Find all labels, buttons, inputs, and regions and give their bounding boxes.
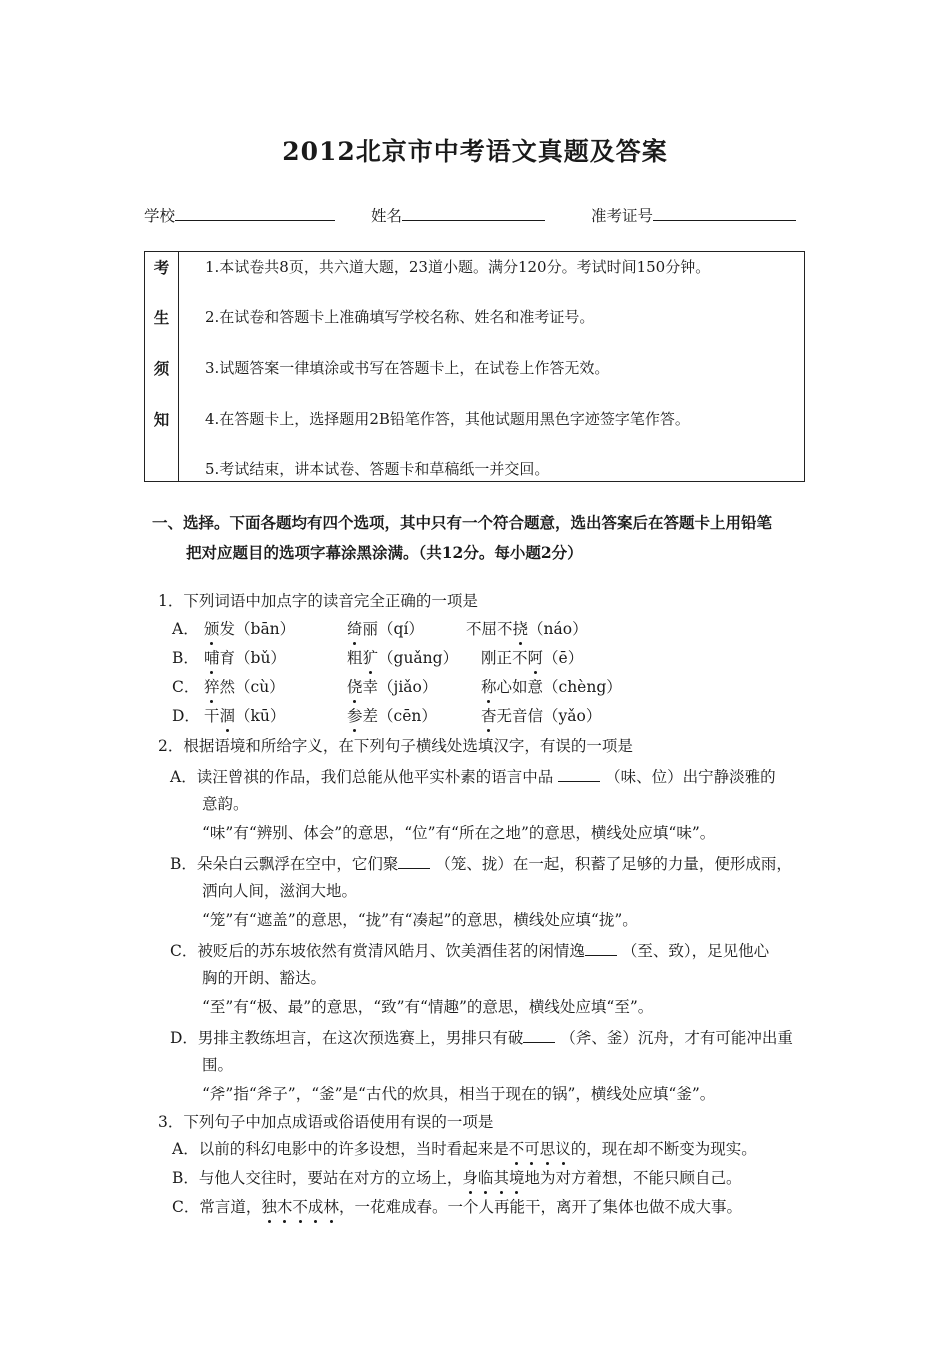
dotted-phrase: 身临其境 <box>462 1169 525 1187</box>
option-letter: D． <box>172 707 200 725</box>
option-word: 粗犷（guǎng） <box>347 649 459 667</box>
q2-option-d-line1: D．男排主教练坦言，在这次预选赛上，男排只有破 （斧、釜）沉舟，才有可能冲出重 <box>170 1025 793 1049</box>
fill-blank <box>523 1025 555 1043</box>
option-word: 绮丽（qí） <box>347 620 424 638</box>
school-label: 学校 <box>144 207 176 225</box>
dotted-char: 绮 <box>347 620 363 638</box>
notice-item: 2.在试卷和答题卡上准确填写学校名称、姓名和准考证号。 <box>205 308 595 326</box>
q2-option-d-explain: “斧”指“斧子”，“釜”是“古代的炊具，相当于现在的锅”，横线处应填“釜”。 <box>202 1085 716 1103</box>
fill-blank <box>558 764 600 782</box>
exam-id-field <box>591 203 796 227</box>
name-label: 姓名 <box>371 207 403 225</box>
option-word: 干涸（kū） <box>204 707 286 725</box>
notice-label-char: 考 <box>153 258 170 277</box>
q3-option-a: A．以前的科幻电影中的许多设想，当时看起来是不可思议的，现在却不断变为现实。 <box>172 1140 757 1158</box>
q3-option-c: C．常言道，独木不成林，一花难成春。一个人再能干，离开了集体也做不成大事。 <box>172 1198 742 1216</box>
q3-stem: 3．下列句子中加点成语或俗语使用有误的一项是 <box>158 1113 494 1131</box>
option-word: 参差（cēn） <box>347 707 437 725</box>
option-word: 刚正不阿（ē） <box>481 649 584 667</box>
q2-option-c-line2: 胸的开朗、豁达。 <box>202 969 327 987</box>
school-field <box>144 203 335 227</box>
dotted-char: 猝 <box>204 678 220 696</box>
dotted-char: 涸 <box>219 707 236 725</box>
fill-blank <box>585 938 617 956</box>
exam-id-label: 准考证号 <box>591 207 654 225</box>
dotted-char: 杳 <box>481 707 497 725</box>
dotted-char: 侥 <box>347 678 363 696</box>
exam-notice-box <box>144 251 805 482</box>
notice-item: 1.本试卷共8页，共六道大题，23道小题。满分120分。考试时间150分钟。 <box>205 258 711 276</box>
option-word: 颁发（bān） <box>204 620 296 638</box>
section-heading: 一、选择。下面各题均有四个选项，其中只有一个符合题意，选出答案后在答题卡上用铅笔 <box>152 513 773 532</box>
option-letter: B． <box>172 649 199 667</box>
notice-label-char: 生 <box>153 308 170 327</box>
option-word: 杳无音信（yǎo） <box>481 707 602 725</box>
school-blank[interactable] <box>175 203 335 221</box>
option-word: 称心如意（chèng） <box>481 678 622 696</box>
q1-stem: 1．下列词语中加点字的读音完全正确的一项是 <box>158 592 478 610</box>
dotted-char: 阿 <box>527 649 544 667</box>
q2-option-a-line1: A．读汪曾祺的作品，我们总能从他平实朴素的语言中品 （味、位）出宁静淡雅的 <box>170 764 776 788</box>
option-word: 不屈不挠（náo） <box>466 620 588 638</box>
dotted-char: 挠 <box>512 620 529 638</box>
q2-option-a-line2: 意韵。 <box>202 795 249 813</box>
dotted-char: 哺 <box>204 649 220 667</box>
name-blank[interactable] <box>402 203 545 221</box>
q2-option-a-explain: “味”有“辨别、体会”的意思，“位”有“所在之地”的意思，横线处应填“味”。 <box>202 824 716 842</box>
option-word: 哺育（bǔ） <box>204 649 286 667</box>
fill-blank <box>398 851 430 869</box>
dotted-phrase: 不可思议 <box>508 1140 571 1158</box>
q2-option-c-explain: “至”有“极、最”的意思，“致”有“情趣”的意思，横线处应填“至”。 <box>202 998 654 1016</box>
notice-item: 3.试题答案一律填涂或书写在答题卡上，在试卷上作答无效。 <box>205 359 610 377</box>
dotted-char: 参 <box>347 707 363 725</box>
dotted-char: 犷 <box>362 649 379 667</box>
name-field <box>371 203 545 227</box>
q2-option-c-line1: C．被贬后的苏东坡依然有赏清风皓月、饮美酒佳茗的闲情逸 （至、致），足见他心 <box>170 938 769 962</box>
option-word: 侥幸（jiǎo） <box>347 678 438 696</box>
section-heading-cont: 把对应题目的选项字幕涂黑涂满。（共12分。每小题2分） <box>186 543 583 562</box>
q2-stem: 2．根据语境和所给字义，在下列句子横线处选填汉字，有误的一项是 <box>158 737 633 755</box>
q2-option-b-line2: 洒向人间，滋润大地。 <box>202 882 358 900</box>
option-letter: A． <box>172 620 199 638</box>
page-title: 2012北京市中考语文真题及答案 <box>282 137 668 166</box>
q2-option-b-line1: B．朵朵白云飘浮在空中，它们聚 （笼、拢）在一起，积蓄了足够的力量，便形成雨， <box>170 851 792 875</box>
notice-item: 4.在答题卡上，选择题用2B铅笔作答，其他试题用黑色字迹签字笔作答。 <box>205 410 690 428</box>
q2-option-b-explain: “笼”有“遮盖”的意思，“拢”有“凑起”的意思，横线处应填“拢”。 <box>202 911 638 929</box>
dotted-phrase: 独木不成林 <box>261 1198 339 1216</box>
option-letter: C． <box>172 678 200 696</box>
notice-label-char: 知 <box>153 410 170 429</box>
q2-option-d-line2: 围。 <box>202 1056 234 1074</box>
exam-id-blank[interactable] <box>653 203 796 221</box>
option-word: 猝然（cù） <box>204 678 285 696</box>
dotted-char: 称 <box>481 678 497 696</box>
dotted-char: 颁 <box>204 620 220 638</box>
notice-label-char: 须 <box>153 359 170 378</box>
notice-label-column <box>145 252 179 481</box>
q3-option-b: B．与他人交往时，要站在对方的立场上，身临其境地为对方着想，不能只顾自己。 <box>172 1169 742 1187</box>
notice-item: 5.考试结束，讲本试卷、答题卡和草稿纸一并交回。 <box>205 460 550 478</box>
